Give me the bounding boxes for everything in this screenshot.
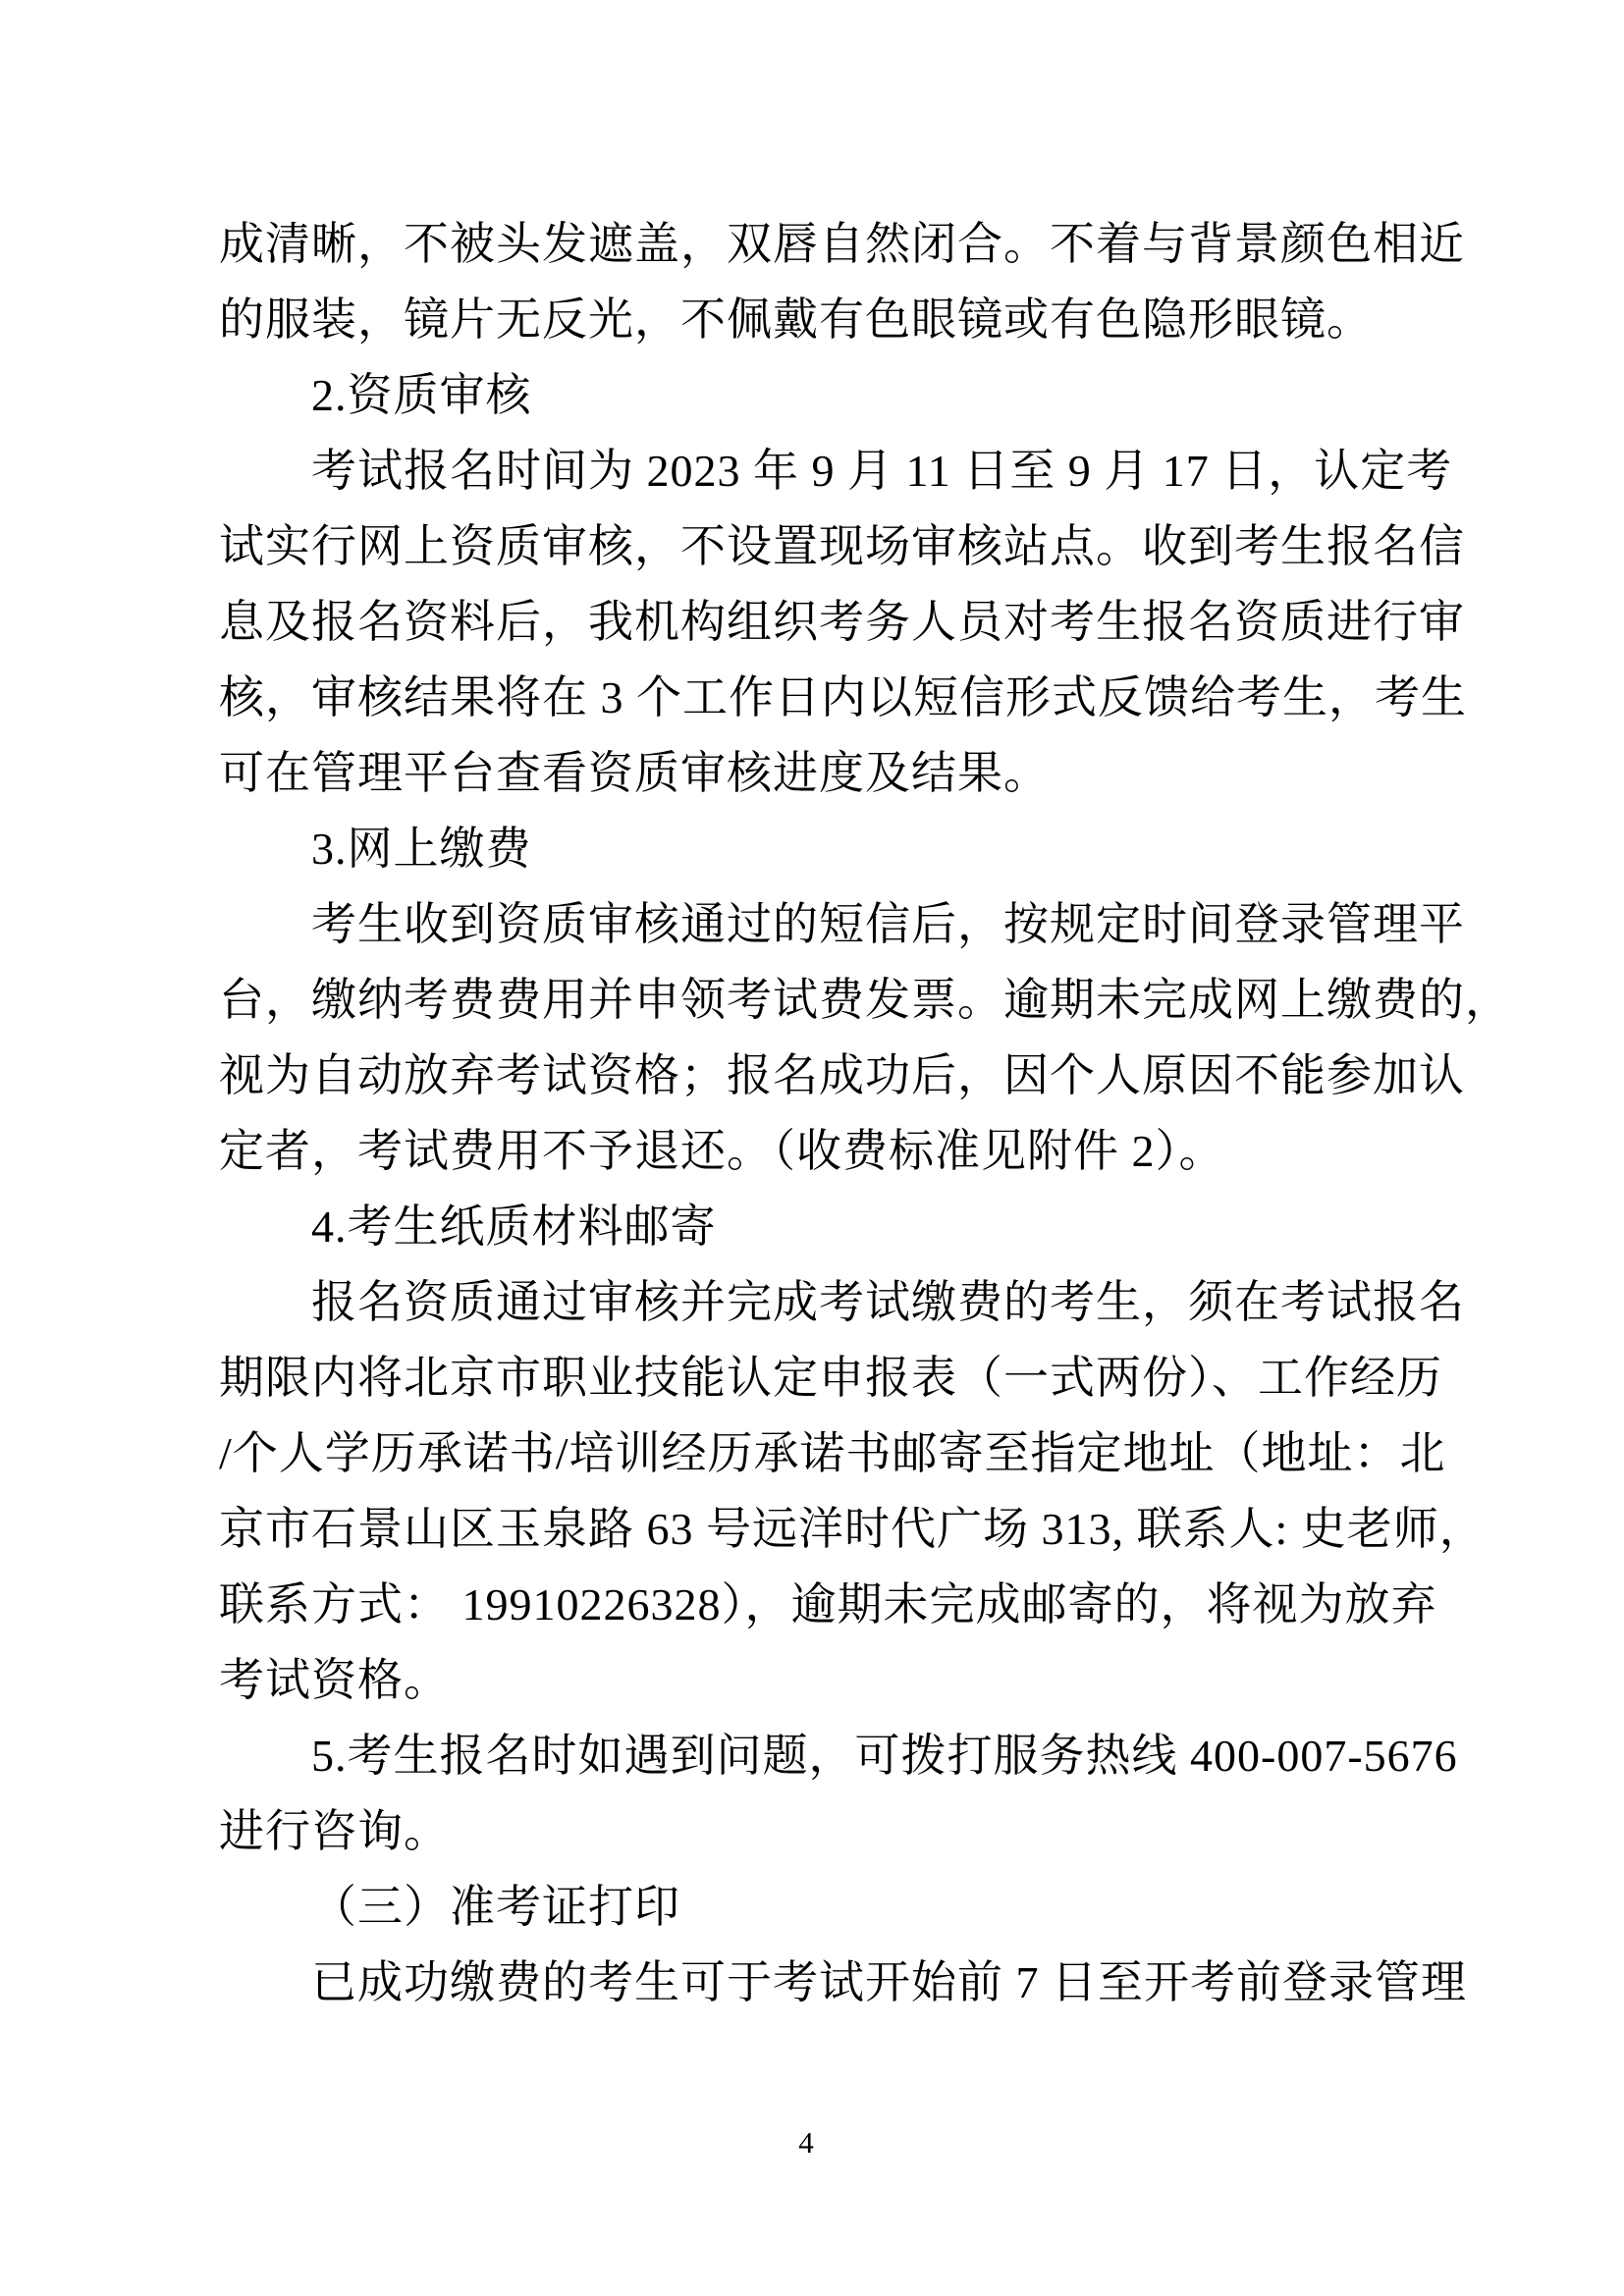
text-line: /个人学历承诺书/培训经历承诺书邮寄至指定地址（地址：北	[219, 1428, 1446, 1478]
text-line: 可在管理平台查看资质审核进度及结果。	[219, 748, 1050, 798]
text-line: 考试报名时间为 2023 年 9 月 11 日至 9 月 17 日，认定考	[311, 446, 1453, 496]
section-heading: 3.网上缴费	[311, 824, 532, 874]
text-line: 京市石景山区玉泉路 63 号远洋时代广场 313, 联系人: 史老师，	[219, 1504, 1486, 1554]
text-line: 的服装，镜片无反光，不佩戴有色眼镜或有色隐形眼镜。	[219, 294, 1373, 345]
text-line: 已成功缴费的考生可于考试开始前 7 日至开考前登录管理	[311, 1957, 1467, 2007]
page-footer	[219, 2123, 1393, 2163]
text-line: 考试资格。	[219, 1655, 450, 1705]
text-line: 定者，考试费用不予退还。（收费标准见附件 2）。	[219, 1126, 1225, 1176]
text-line: 考生收到资质审核通过的短信后，按规定时间登录管理平	[311, 899, 1465, 949]
text-line: 报名资质通过审核并完成考试缴费的考生，须在考试报名	[311, 1277, 1465, 1327]
text-line: 联系方式： 19910226328），逾期未完成邮寄的，将视为放弃	[219, 1579, 1437, 1629]
text-line: 核，审核结果将在 3 个工作日内以短信形式反馈给考生，考生	[219, 672, 1467, 722]
text-line: 试实行网上资质审核，不设置现场审核站点。收到考生报名信	[219, 521, 1465, 571]
text-line: 台，缴纳考费费用并申领考试费发票。逾期未完成网上缴费的，	[219, 975, 1511, 1025]
text-line: 成清晰，不被头发遮盖，双唇自然闭合。不着与背景颜色相近	[219, 219, 1465, 269]
section-heading: 2.资质审核	[311, 370, 532, 420]
text-line: 息及报名资料后，我机构组织考务人员对考生报名资质进行审	[219, 597, 1465, 647]
body-text	[219, 206, 1511, 2020]
section-heading: 4.考生纸质材料邮寄	[311, 1201, 717, 1252]
section-heading: （三）准考证打印	[311, 1882, 680, 1932]
text-line: 期限内将北京市职业技能认定申报表（一式两份）、工作经历	[219, 1353, 1442, 1403]
text-line: 5.考生报名时如遇到问题，可拨打服务热线 400-007-5676	[311, 1731, 1458, 1781]
text-line: 进行咨询。	[219, 1806, 450, 1856]
page-number: 4	[798, 2125, 814, 2160]
text-line: 视为自动放弃考试资格；报名成功后，因个人原因不能参加认	[219, 1050, 1465, 1100]
